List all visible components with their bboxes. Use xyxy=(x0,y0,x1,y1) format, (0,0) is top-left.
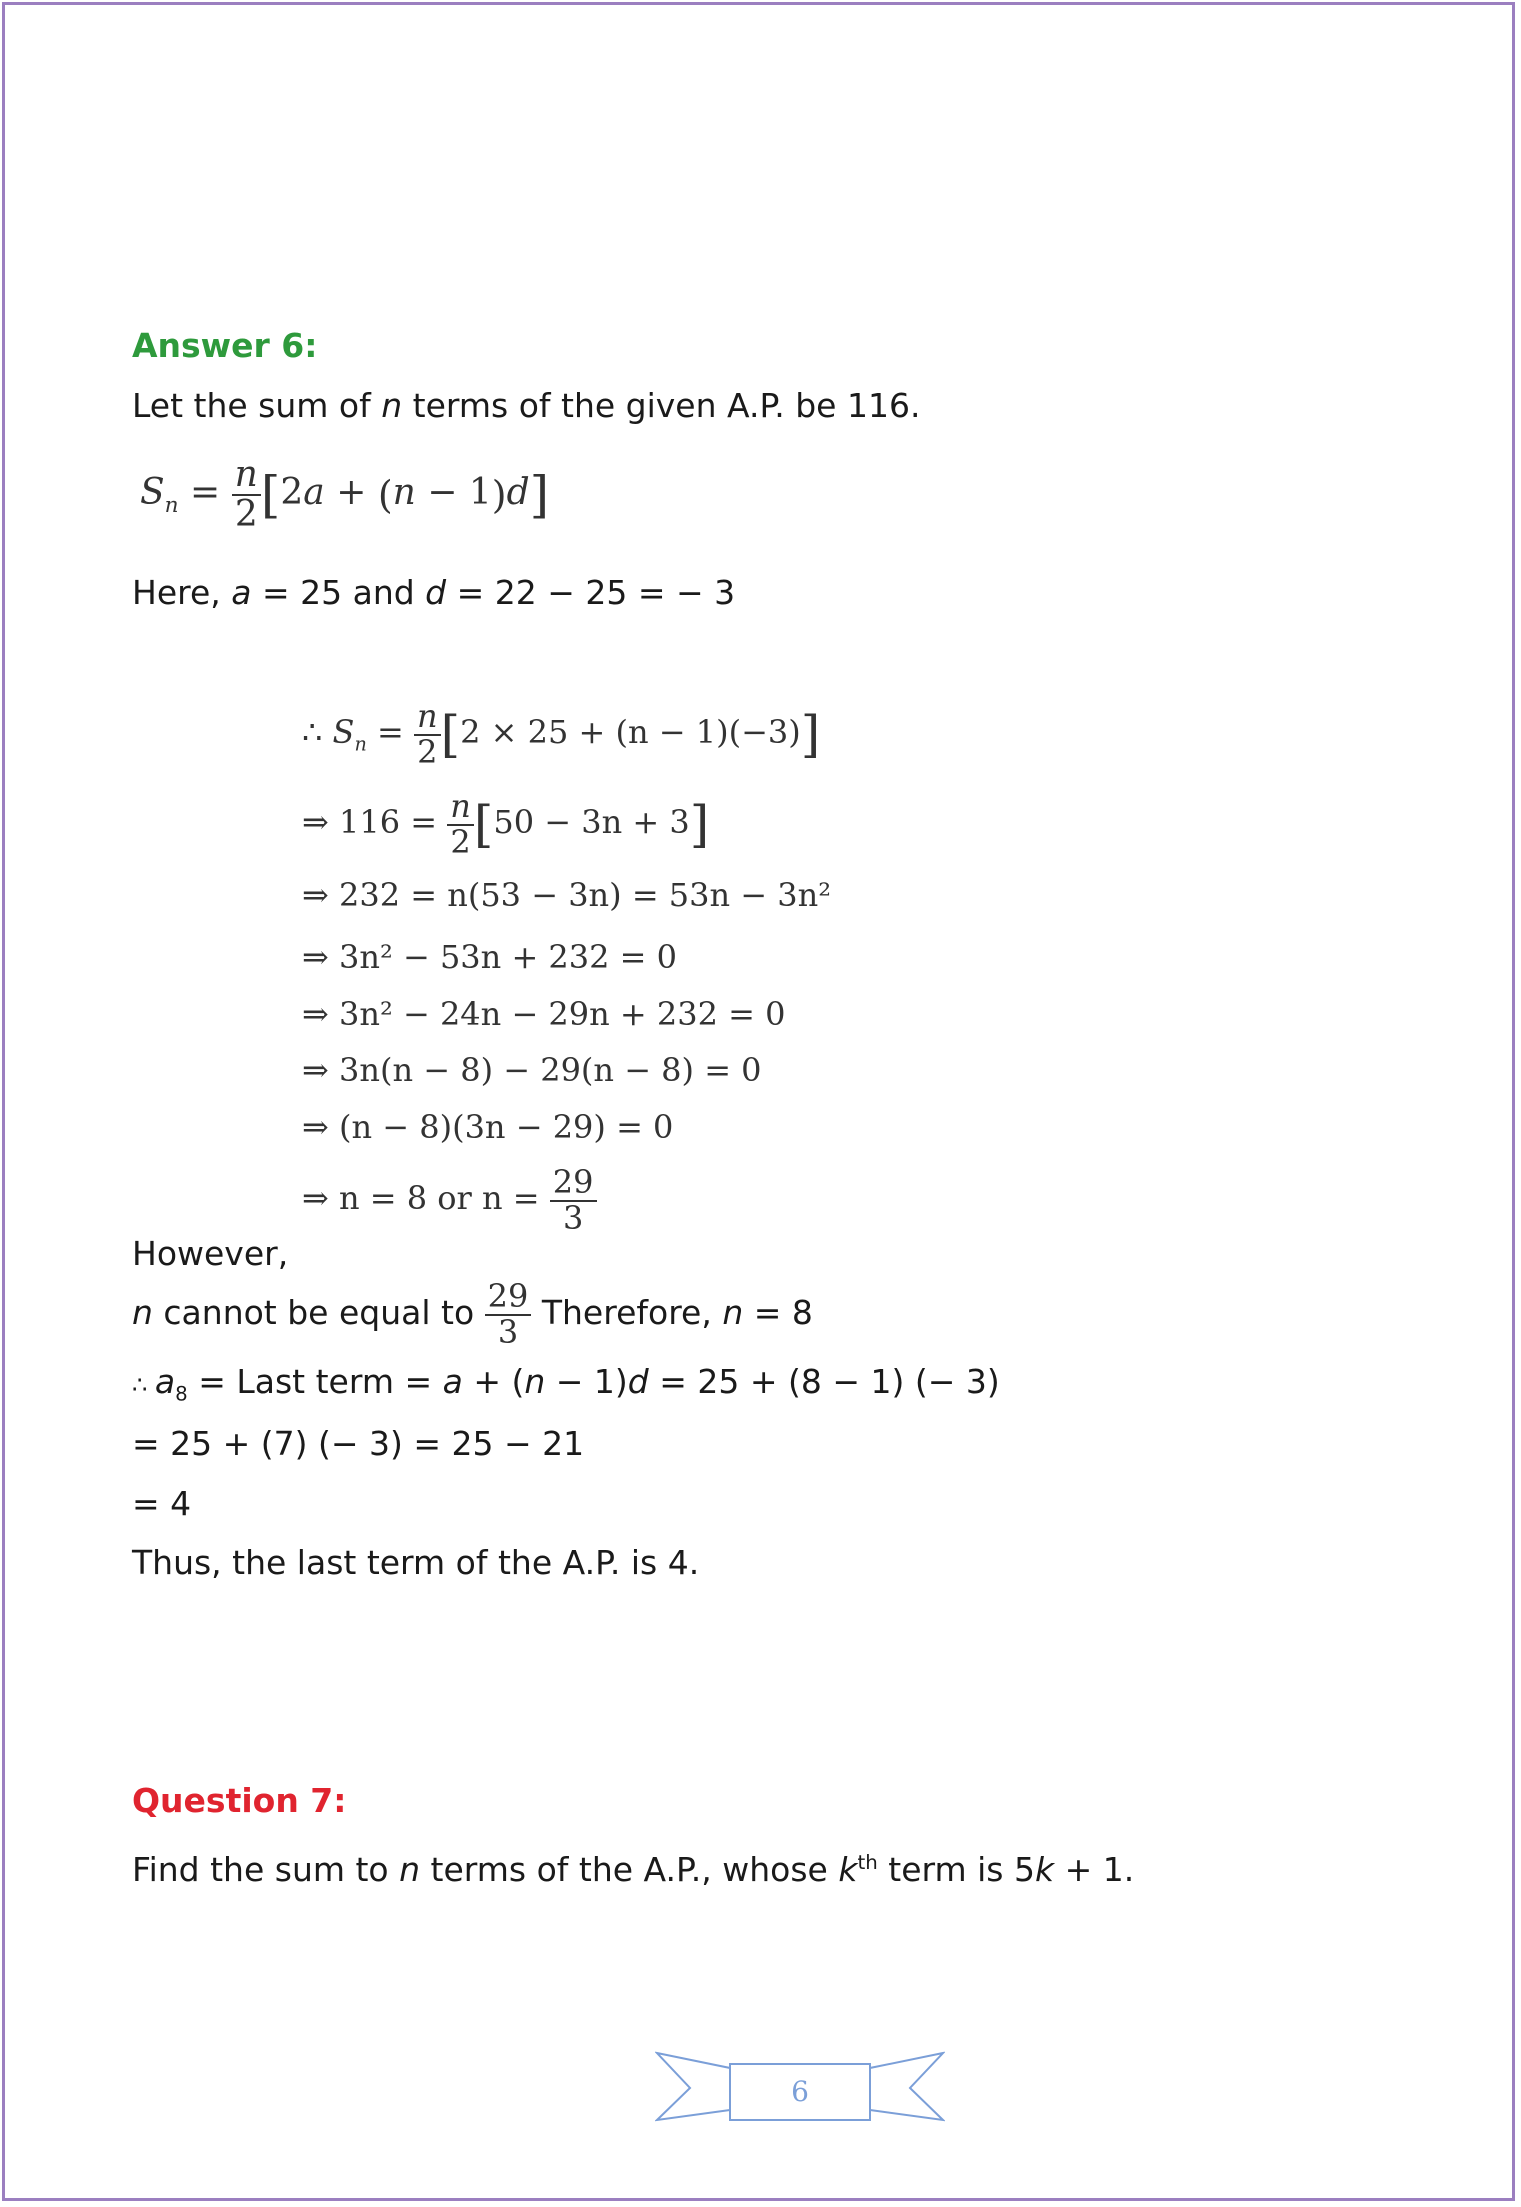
step-4: ⇒ 3n² − 53n + 232 = 0 xyxy=(302,938,678,976)
step-3: ⇒ 232 = n(53 − 3n) = 53n − 3n² xyxy=(302,876,832,914)
question-heading: Question 7: xyxy=(132,1781,347,1820)
last-term-line: ∴ $a_8$ = Last term = a + (n − 1)d = 25 + (8 − 1) (− 3) xyxy=(132,1362,1000,1406)
cannot-line: n cannot be equal to $\frac{29}{3}$ Therefore, n = 8 xyxy=(132,1277,813,1351)
step-8: ⇒ n = 8 or n = $\frac{29}{3}$ xyxy=(302,1166,597,1235)
result-line: = 4 xyxy=(132,1484,192,1523)
step-6: ⇒ 3n(n − 8) − 29(n − 8) = 0 xyxy=(302,1051,762,1089)
however-line: However, xyxy=(132,1234,289,1273)
step-5: ⇒ 3n² − 24n − 29n + 232 = 0 xyxy=(302,995,786,1033)
here-line: Here, a = 25 and d = 22 − 25 = − 3 xyxy=(132,573,736,612)
step-2: ⇒ 116 = $\frac{n}{2}$ [50 − 3n + 3] xyxy=(302,787,710,861)
sum-formula: $S_n$ = $\frac{n}{2}$ [2a + (n − 1)d] xyxy=(140,454,550,535)
question-text: Find the sum to n terms of the A.P., whose $k^{th}$ term is 5k + 1. xyxy=(132,1850,1135,1889)
page-number: 6 xyxy=(791,2075,809,2108)
conclusion-line: Thus, the last term of the A.P. is 4. xyxy=(132,1543,700,1582)
answer-heading: Answer 6: xyxy=(132,326,318,365)
step-1: ∴ $S_n$ = $\frac{n}{2}$ [2 × 25 + (n − 1)(−3)] xyxy=(302,697,821,771)
calc-line: = 25 + (7) (− 3) = 25 − 21 xyxy=(132,1424,585,1463)
step-7: ⇒ (n − 8)(3n − 29) = 0 xyxy=(302,1108,674,1146)
intro-line: Let the sum of n terms of the given A.P. be 116. xyxy=(132,386,921,425)
page-number-ribbon xyxy=(655,2048,945,2128)
